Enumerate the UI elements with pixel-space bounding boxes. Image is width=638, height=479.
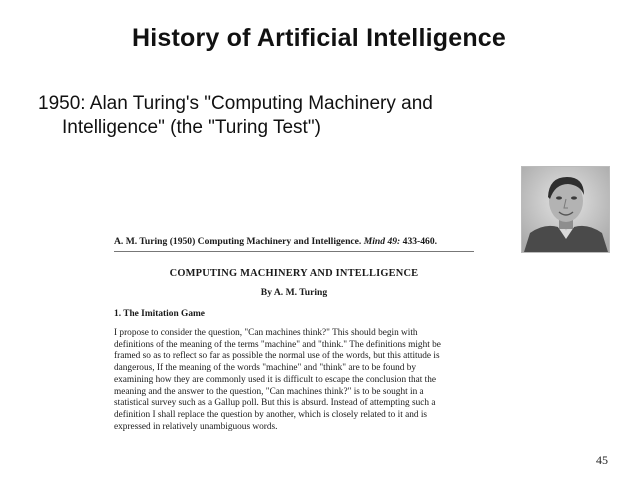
paper-body <box>114 328 474 433</box>
section-heading: 1. The Imitation Game <box>114 309 205 319</box>
bullet-line-2: Intelligence" (the "Turing Test") <box>62 117 321 138</box>
body-line: statistical survey such as a Gallup poll. But this is absurd. Instead of attempting such a <box>114 398 436 409</box>
portrait-photo-icon <box>522 167 609 252</box>
body-line: meaning and the answer to the question, "Can machines think?" is to be sought in a <box>114 386 424 397</box>
body-line: I propose to consider the question, "Can machines think?" This should begin with <box>114 328 418 338</box>
citation-prefix: A. M. Turing (1950) Computing Machinery and Intelligence. <box>114 236 362 247</box>
citation-divider <box>114 251 474 252</box>
paper-title: COMPUTING MACHINERY AND INTELLIGENCE <box>169 268 419 279</box>
bullet-text <box>38 92 498 140</box>
slide-title: History of Artificial Intelligence <box>132 24 506 52</box>
page-number: 45 <box>596 453 608 467</box>
body-line: definitions of the meaning of the terms "machine" and "think." The definitions might be <box>114 339 441 350</box>
paper-excerpt <box>114 236 474 446</box>
citation-pages: 433-460. <box>402 236 438 247</box>
citation-journal: Mind 49: <box>363 236 401 247</box>
body-line: examining how they are commonly used it is difficult to escape the conclusion that the <box>114 374 437 385</box>
body-line: dangerous, If the meaning of the words "machine" and "think" are to be found by <box>114 363 417 374</box>
bullet-line-1: 1950: Alan Turing's "Computing Machinery and <box>38 93 433 114</box>
turing-portrait-photo <box>521 166 610 253</box>
body-line: framed so as to reflect so far as possible the normal use of the words, but this attitude is <box>114 351 440 362</box>
body-line: expressed in relatively unambiguous words. <box>114 421 278 432</box>
paper-citation <box>114 236 474 247</box>
paper-byline: By A. M. Turing <box>260 287 328 298</box>
body-line: definition I shall replace the question by another, which is closely related to it and is <box>114 409 428 420</box>
